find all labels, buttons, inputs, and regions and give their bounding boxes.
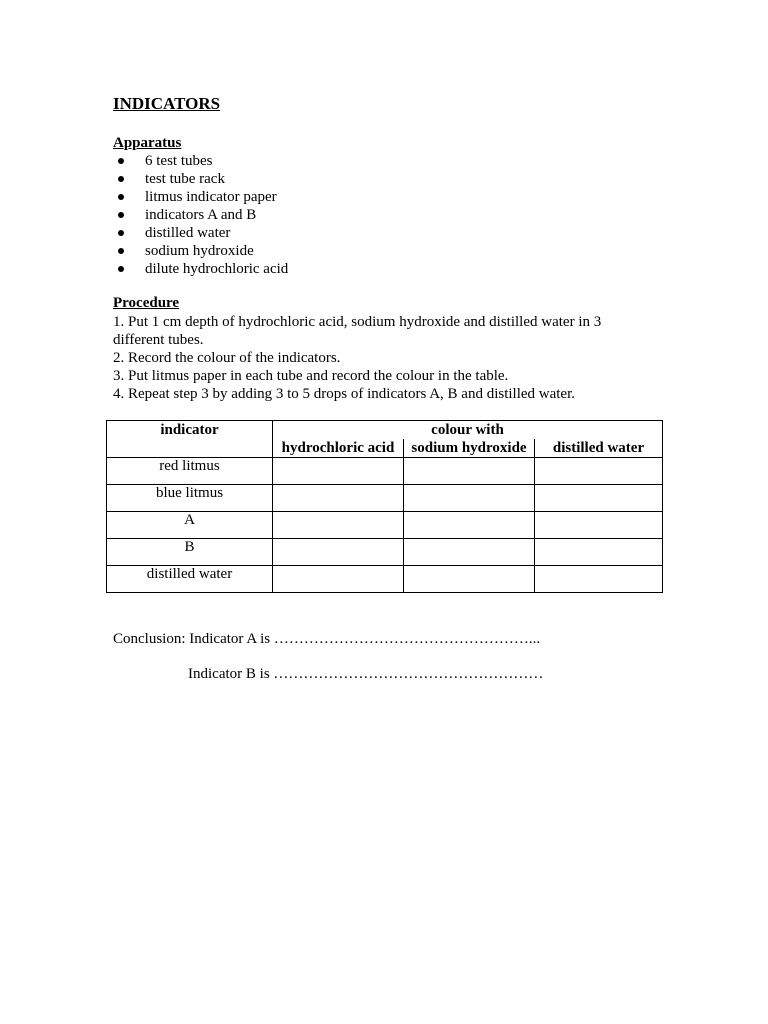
table-row: [107, 566, 663, 593]
table-cell[interactable]: [535, 539, 663, 566]
table-cell[interactable]: [404, 458, 535, 485]
list-item: [113, 260, 288, 278]
procedure-steps: [113, 313, 623, 403]
bullet-icon: [118, 212, 124, 218]
apparatus-item-label: test tube rack: [145, 171, 225, 187]
list-item: [113, 170, 288, 188]
procedure-step: 3. Put litmus paper in each tube and record the colour in the table.: [113, 368, 509, 384]
row-indicator-label: blue litmus: [107, 485, 273, 512]
row-indicator-label: B: [107, 539, 273, 566]
row-indicator-label: A: [107, 512, 273, 539]
procedure-step: 1. Put 1 cm depth of hydrochloric acid, sodium hydroxide and distilled water in 3 different tubes.: [113, 314, 602, 348]
bullet-icon: [118, 194, 124, 200]
table-cell[interactable]: [404, 485, 535, 512]
apparatus-item-label: sodium hydroxide: [145, 243, 254, 259]
apparatus-item-label: distilled water: [145, 225, 231, 241]
bullet-icon: [118, 176, 124, 182]
list-item: [113, 206, 288, 224]
procedure-heading: Procedure: [113, 295, 180, 311]
table-cell[interactable]: [535, 512, 663, 539]
table-cell[interactable]: [535, 566, 663, 593]
list-item: [113, 188, 288, 206]
table-cell[interactable]: [404, 512, 535, 539]
apparatus-heading: Apparatus: [113, 135, 182, 151]
header-indicator: indicator: [107, 421, 273, 458]
bullet-icon: [118, 230, 124, 236]
table-row: [107, 539, 663, 566]
bullet-icon: [118, 248, 124, 254]
table-cell[interactable]: [404, 539, 535, 566]
apparatus-item-label: indicators A and B: [145, 207, 257, 223]
table-cell[interactable]: [535, 458, 663, 485]
results-table: [106, 420, 663, 593]
list-item: [113, 224, 288, 242]
table-row: [107, 485, 663, 512]
table-header-row: [107, 421, 663, 440]
conclusion-indicator-b: Indicator B is ………………………………………………: [188, 666, 544, 682]
apparatus-list: [113, 152, 288, 278]
table-cell[interactable]: [535, 485, 663, 512]
conclusion-indicator-a: Conclusion: Indicator A is ……………………………………………...: [113, 631, 541, 647]
table-cell[interactable]: [273, 458, 404, 485]
header-hydrochloric-acid: hydrochloric acid: [273, 439, 404, 458]
page-title: INDICATORS: [113, 94, 221, 113]
table-cell[interactable]: [273, 566, 404, 593]
header-colour-with: colour with: [273, 421, 663, 440]
row-indicator-label: red litmus: [107, 458, 273, 485]
bullet-icon: [118, 266, 124, 272]
header-sodium-hydroxide: sodium hydroxide: [404, 439, 535, 458]
apparatus-item-label: 6 test tubes: [145, 153, 213, 169]
table-cell[interactable]: [273, 512, 404, 539]
table-cell[interactable]: [404, 566, 535, 593]
table-cell[interactable]: [273, 485, 404, 512]
table-cell[interactable]: [273, 539, 404, 566]
apparatus-item-label: dilute hydrochloric acid: [145, 261, 289, 277]
bullet-icon: [118, 158, 124, 164]
list-item: [113, 242, 288, 260]
header-distilled-water: distilled water: [535, 439, 663, 458]
table-row: [107, 512, 663, 539]
table-row: [107, 458, 663, 485]
list-item: [113, 152, 288, 170]
apparatus-item-label: litmus indicator paper: [145, 189, 277, 205]
row-indicator-label: distilled water: [107, 566, 273, 593]
procedure-step: 2. Record the colour of the indicators.: [113, 350, 341, 366]
procedure-step: 4. Repeat step 3 by adding 3 to 5 drops of indicators A, B and distilled water.: [113, 386, 576, 402]
